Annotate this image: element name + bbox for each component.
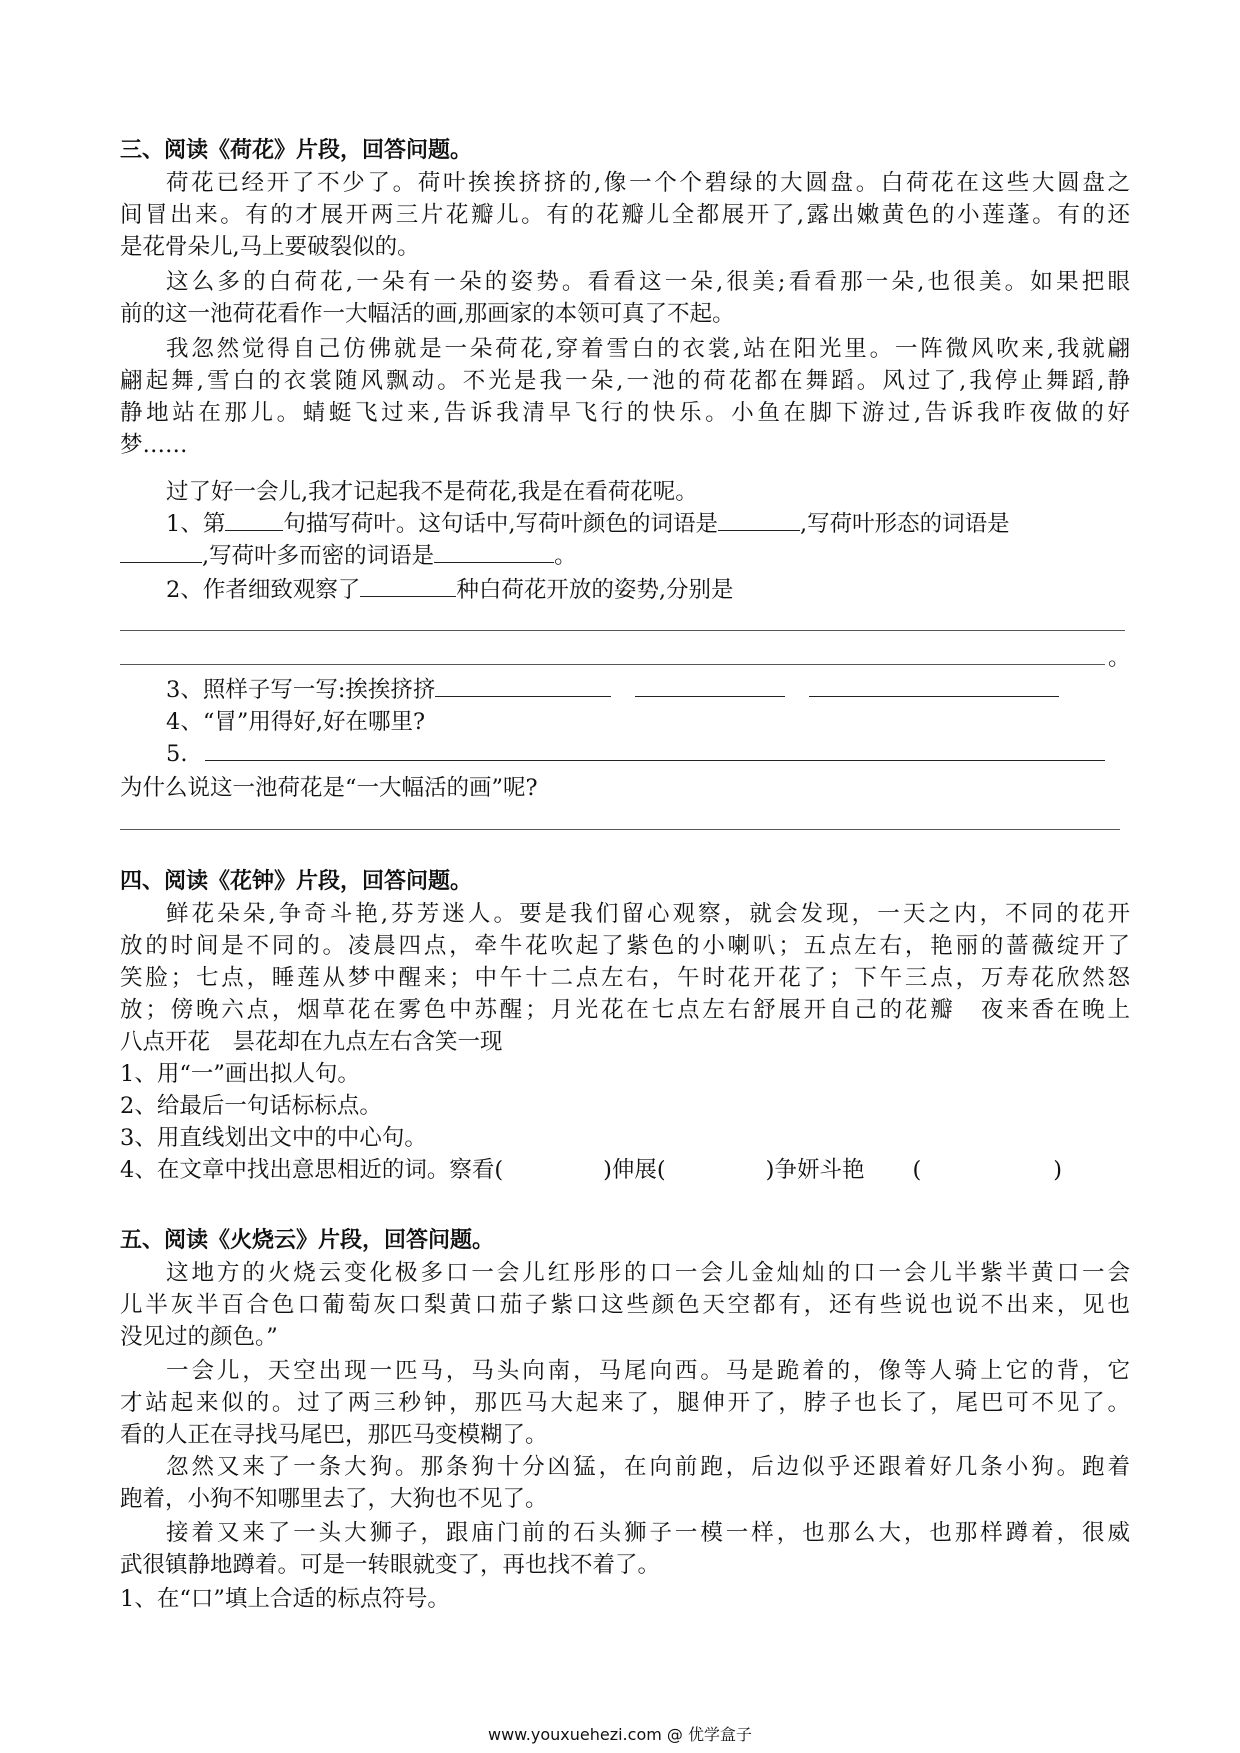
question-5-1: 1、在“口”填上合适的标点符号。 bbox=[120, 1586, 450, 1612]
answer-blank[interactable] bbox=[635, 674, 785, 697]
answer-blank[interactable] bbox=[718, 508, 800, 531]
section4-heading: 四、阅读《花钟》片段，回答问题。 bbox=[120, 869, 473, 894]
paragraph-line: 才站起来似的。过了两三秒钟，那匹马大起来了，腿伸开了，脖子也长了，尾巴可不见了。 bbox=[120, 1390, 1130, 1416]
paragraph-line: 八点开花 昙花却在九点左右含笑一现 bbox=[120, 1029, 503, 1055]
question-text: 4、在文章中找出意思相近的词。察看( bbox=[120, 1157, 504, 1183]
paragraph-line: 笑脸；七点，睡莲从梦中醒来；中午十二点左右，午时花开花了；下午三点，万寿花欣然怒 bbox=[120, 965, 1130, 991]
footer-watermark: www.youxuehezi.com @ 优学盒子 bbox=[488, 1725, 752, 1744]
paragraph-line: 忽然又来了一条大狗。那条狗十分凶猛，在向前跑，后边似乎还跟着好几条小狗。跑着 bbox=[166, 1454, 1130, 1480]
period-mark: 。 bbox=[1108, 645, 1131, 671]
question-text: )争妍斗艳 bbox=[765, 1157, 865, 1183]
paragraph-line: 看的人正在寻找马尾巴，那匹马变模糊了。 bbox=[120, 1422, 548, 1448]
question-text: 种白荷花开放的姿势,分别是 bbox=[456, 577, 734, 603]
paragraph-line: 鲜花朵朵,争奇斗艳,芬芳迷人。要是我们留心观察，就会发现，一天之内，不同的花开 bbox=[166, 901, 1130, 927]
question-text: )伸展( bbox=[603, 1157, 666, 1183]
question-3-3 bbox=[166, 674, 1130, 706]
answer-line[interactable] bbox=[120, 829, 1120, 830]
answer-blank[interactable] bbox=[434, 540, 554, 563]
paragraph-line: 接着又来了一头大狮子，跟庙门前的石头狮子一模一样，也那么大，也那样蹲着，很威 bbox=[166, 1520, 1130, 1546]
paragraph-line: 静地站在那儿。蜻蜓飞过来,告诉我清早飞行的快乐。小鱼在脚下游过,告诉我昨夜做的好 bbox=[120, 400, 1130, 426]
question-text: 1、第 bbox=[166, 511, 226, 537]
question-3-4: 4、“冒”用得好,好在哪里? bbox=[166, 709, 426, 735]
paragraph-line: 翩起舞,雪白的衣裳随风飘动。不光是我一朵,一池的荷花都在舞蹈。风过了,我停止舞蹈,静 bbox=[120, 368, 1130, 394]
question-text: 。 bbox=[554, 543, 577, 569]
question-text: 2、作者细致观察了 bbox=[166, 577, 361, 603]
question-4-4 bbox=[120, 1154, 1130, 1186]
answer-blank[interactable] bbox=[205, 738, 1105, 761]
paragraph-line: 我忽然觉得自己仿佛就是一朵荷花,穿着雪白的衣裳,站在阳光里。一阵微风吹来,我就翩 bbox=[166, 336, 1130, 362]
question-text: 3、照样子写一写:挨挨挤挤 bbox=[166, 677, 436, 703]
paragraph-line: 过了好一会儿,我才记起我不是荷花,我是在看荷花呢。 bbox=[166, 479, 698, 505]
answer-blank[interactable] bbox=[120, 540, 202, 563]
answer-blank[interactable] bbox=[225, 508, 283, 531]
answer-blank[interactable] bbox=[435, 674, 611, 697]
question-text: 句描写荷叶。这句话中,写荷叶颜色的词语是 bbox=[283, 511, 718, 537]
paragraph-line: 这地方的火烧云变化极多口一会儿红彤彤的口一会儿金灿灿的口一会儿半紫半黄口一会 bbox=[166, 1260, 1130, 1286]
question-text: ,写荷叶多而密的词语是 bbox=[202, 543, 435, 569]
paragraph-line: 这么多的白荷花,一朵有一朵的姿势。看看这一朵,很美;看看那一朵,也很美。如果把眼 bbox=[166, 269, 1130, 295]
question-3-5-text: 为什么说这一池荷花是“一大幅活的画”呢? bbox=[120, 775, 538, 801]
answer-blank[interactable] bbox=[809, 674, 1059, 697]
paragraph-line: 是花骨朵儿,马上要破裂似的。 bbox=[120, 234, 420, 260]
question-text: ) bbox=[1053, 1157, 1063, 1183]
answer-line[interactable] bbox=[120, 664, 1105, 665]
paragraph-line: 前的这一池荷花看作一大幅活的画,那画家的本领可真了不起。 bbox=[120, 301, 735, 327]
paragraph-line: 跑着，小狗不知哪里去了，大狗也不见了。 bbox=[120, 1486, 548, 1512]
question-text: ( bbox=[912, 1157, 922, 1183]
paragraph-line: 放的时间是不同的。凌晨四点，牵牛花吹起了紫色的小喇叭；五点左右，艳丽的蔷薇绽开了 bbox=[120, 933, 1130, 959]
question-3-5 bbox=[166, 738, 1130, 770]
question-3-2 bbox=[166, 574, 1130, 606]
paragraph-line: 一会儿，天空出现一匹马，马头向南，马尾向西。马是跪着的，像等人骑上它的背，它 bbox=[166, 1358, 1130, 1384]
section3-heading: 三、阅读《荷花》片段，回答问题。 bbox=[120, 138, 473, 163]
paragraph-line: 梦…… bbox=[120, 432, 188, 458]
question-4-1: 1、用“一”画出拟人句。 bbox=[120, 1061, 360, 1087]
answer-line[interactable] bbox=[120, 630, 1125, 631]
question-4-3: 3、用直线划出文中的中心句。 bbox=[120, 1125, 427, 1151]
question-3-1-cont bbox=[120, 540, 1130, 572]
paragraph-line: 间冒出来。有的才展开两三片花瓣儿。有的花瓣儿全都展开了,露出嫩黄色的小莲蓬。有的还 bbox=[120, 202, 1130, 228]
paragraph-line: 没见过的颜色。” bbox=[120, 1324, 278, 1350]
question-text: 5. bbox=[166, 741, 188, 767]
paragraph-line: 武很镇静地蹲着。可是一转眼就变了，再也找不着了。 bbox=[120, 1552, 661, 1578]
section5-heading: 五、阅读《火烧云》片段，回答问题。 bbox=[120, 1228, 495, 1253]
paragraph-line: 荷花已经开了不少了。荷叶挨挨挤挤的,像一个个碧绿的大圆盘。白荷花在这些大圆盘之 bbox=[166, 170, 1130, 196]
question-3-1 bbox=[166, 508, 1130, 540]
paragraph-line: 儿半灰半百合色口葡萄灰口梨黄口茄子紫口这些颜色天空都有，还有些说也说不出来，见也 bbox=[120, 1292, 1130, 1318]
answer-blank[interactable] bbox=[360, 574, 456, 597]
question-4-2: 2、给最后一句话标标点。 bbox=[120, 1093, 382, 1119]
question-text: ,写荷叶形态的词语是 bbox=[799, 511, 1010, 537]
paragraph-line: 放；傍晚六点，烟草花在雾色中苏醒；月光花在七点左右舒展开自己的花瓣 夜来香在晚上 bbox=[120, 997, 1130, 1023]
